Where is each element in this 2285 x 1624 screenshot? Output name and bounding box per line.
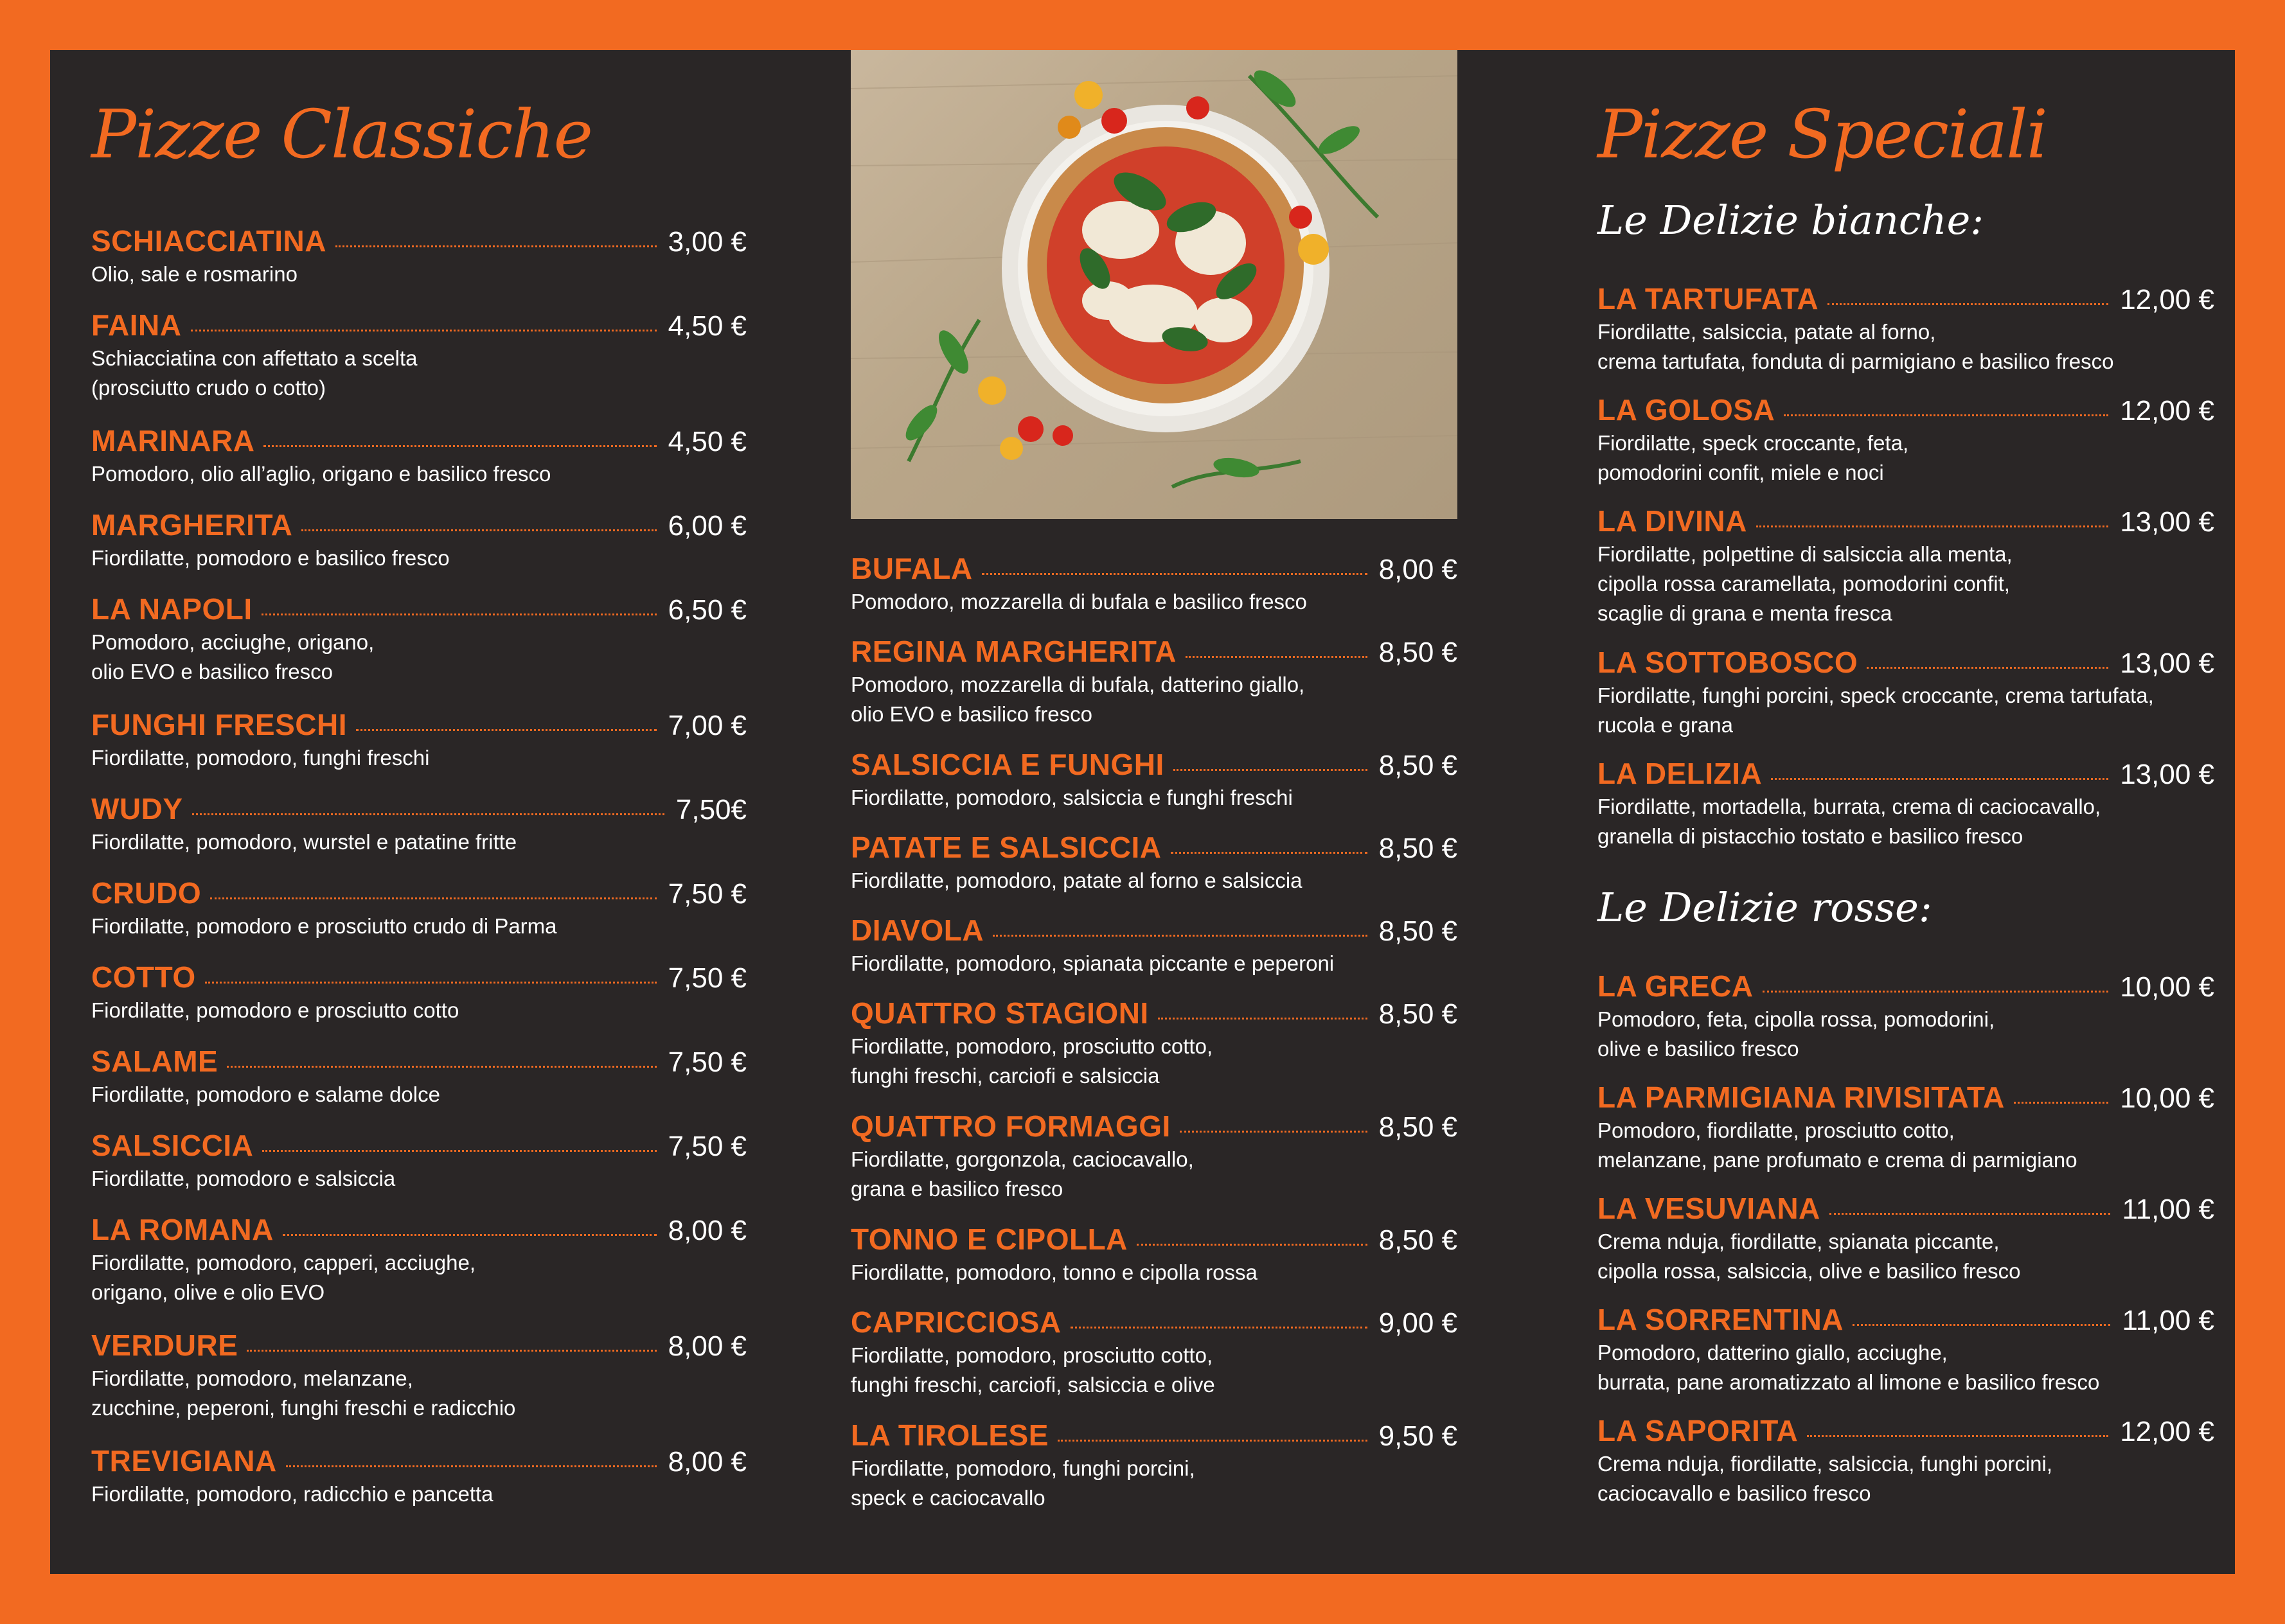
menu-item-row bbox=[91, 1128, 747, 1163]
item-description-line: Fiordilatte, funghi porcini, speck croccante, crema tartufata, bbox=[1597, 684, 2154, 707]
item-description-line: zucchine, peperoni, funghi freschi e radicchio bbox=[91, 1396, 516, 1420]
item-price: 8,50 € bbox=[1378, 750, 1457, 781]
menu-item bbox=[851, 747, 1457, 813]
menu-item bbox=[91, 1044, 747, 1109]
menu-item bbox=[1597, 393, 2214, 488]
item-description-line: Fiordilatte, pomodoro, salsiccia e funghi freschi bbox=[851, 786, 1293, 809]
menu-item-row bbox=[91, 960, 747, 994]
item-description-line: Schiacciatina con affettato a scelta bbox=[91, 346, 418, 370]
menu-item-row bbox=[91, 592, 747, 626]
item-description-line: Pomodoro, fiordilatte, prosciutto cotto, bbox=[1597, 1118, 1955, 1142]
item-description bbox=[91, 996, 670, 1025]
item-name: LA SOTTOBOSCO bbox=[1597, 646, 1858, 679]
item-price: 8,00 € bbox=[668, 1215, 747, 1246]
item-description-line: Fiordilatte, mortadella, burrata, crema di caciocavallo, bbox=[1597, 795, 2101, 818]
item-description bbox=[91, 1164, 670, 1194]
item-description bbox=[91, 912, 670, 941]
item-description bbox=[91, 260, 670, 289]
dot-leader bbox=[1807, 1435, 2108, 1437]
item-description bbox=[1597, 1449, 2176, 1508]
item-description bbox=[1597, 681, 2176, 740]
menu-item bbox=[1597, 281, 2214, 376]
item-description-line: Fiordilatte, pomodoro e prosciutto cotto bbox=[91, 998, 459, 1022]
dot-leader bbox=[1171, 852, 1367, 854]
item-description-line: Crema nduja, fiordilatte, spianata piccante, bbox=[1597, 1230, 2000, 1253]
dot-leader bbox=[1186, 656, 1367, 658]
menu-item-row bbox=[91, 876, 747, 910]
menu-item-row bbox=[91, 1328, 747, 1363]
item-description bbox=[851, 1454, 1429, 1513]
item-price: 8,50 € bbox=[1378, 833, 1457, 864]
dot-leader bbox=[1180, 1131, 1367, 1133]
item-description-line: Fiordilatte, pomodoro e prosciutto crudo di Parma bbox=[91, 914, 557, 938]
menu-item-row bbox=[851, 1418, 1457, 1452]
menu-item-row bbox=[1597, 645, 2214, 680]
menu-item bbox=[1597, 1080, 2214, 1175]
dot-leader bbox=[205, 982, 657, 984]
item-price: 8,50 € bbox=[1378, 1111, 1457, 1143]
item-name: CAPRICCIOSA bbox=[851, 1305, 1062, 1339]
menu-item bbox=[91, 876, 747, 941]
item-description-line: cipolla rossa caramellata, pomodorini confit, bbox=[1597, 572, 2010, 596]
item-name: LA PARMIGIANA RIVISITATA bbox=[1597, 1081, 2005, 1114]
item-description bbox=[851, 587, 1429, 617]
dot-leader bbox=[1137, 1244, 1367, 1246]
item-price: 7,50 € bbox=[668, 1131, 747, 1162]
dot-leader bbox=[1158, 1018, 1367, 1019]
item-description bbox=[91, 1080, 670, 1109]
menu-item-row bbox=[851, 747, 1457, 782]
item-name: SALSICCIA bbox=[91, 1129, 254, 1162]
dot-leader bbox=[1829, 1213, 2111, 1215]
item-name: LA GRECA bbox=[1597, 969, 1754, 1003]
menu-item-row bbox=[1597, 1413, 2214, 1448]
menu-item bbox=[1597, 1413, 2214, 1508]
subhead-bianche: Le Delizie bianche: bbox=[1597, 197, 1984, 243]
item-description-line: Fiordilatte, pomodoro e basilico fresco bbox=[91, 546, 450, 570]
item-description bbox=[851, 949, 1429, 978]
menu-item bbox=[91, 1328, 747, 1423]
dot-leader bbox=[192, 813, 664, 815]
item-description-line: melanzane, pane profumato e crema di parmigiano bbox=[1597, 1148, 2077, 1172]
menu-item-row bbox=[851, 913, 1457, 948]
item-description bbox=[91, 1364, 670, 1423]
menu-item bbox=[91, 1443, 747, 1509]
item-description bbox=[91, 1479, 670, 1509]
menu-item bbox=[1597, 756, 2214, 851]
item-name: WUDY bbox=[91, 792, 183, 825]
item-name: FAINA bbox=[91, 308, 182, 342]
menu-item-row bbox=[1597, 1302, 2214, 1337]
dot-leader bbox=[227, 1066, 656, 1068]
menu-panel bbox=[50, 50, 2235, 1574]
menu-item bbox=[851, 1305, 1457, 1400]
dot-leader bbox=[982, 573, 1367, 575]
item-price: 13,00 € bbox=[2120, 759, 2214, 790]
item-price: 12,00 € bbox=[2120, 1416, 2214, 1447]
menu-item bbox=[91, 308, 747, 403]
menu-item-row bbox=[91, 707, 747, 742]
item-description bbox=[851, 1258, 1429, 1287]
dot-leader bbox=[1827, 303, 2108, 305]
item-description-line: olive e basilico fresco bbox=[1597, 1037, 1799, 1061]
item-description-line: (prosciutto crudo o cotto) bbox=[91, 376, 326, 400]
item-description-line: Fiordilatte, gorgonzola, caciocavallo, bbox=[851, 1147, 1194, 1171]
dot-leader bbox=[191, 330, 657, 331]
item-description-line: Fiordilatte, polpettine di salsiccia alla menta, bbox=[1597, 542, 2013, 566]
item-name: BUFALA bbox=[851, 552, 973, 585]
item-description-line: Fiordilatte, pomodoro, prosciutto cotto, bbox=[851, 1034, 1213, 1058]
menu-item bbox=[851, 551, 1457, 617]
item-description bbox=[851, 866, 1429, 896]
menu-item bbox=[1597, 504, 2214, 628]
item-price: 8,00 € bbox=[668, 1446, 747, 1478]
menu-item-row bbox=[851, 634, 1457, 669]
dot-leader bbox=[1867, 667, 2108, 669]
menu-item bbox=[851, 913, 1457, 978]
subhead-rosse: Le Delizie rosse: bbox=[1597, 884, 1932, 931]
menu-item-row bbox=[91, 791, 747, 826]
item-name: MARINARA bbox=[91, 424, 255, 457]
item-price: 13,00 € bbox=[2120, 648, 2214, 679]
menu-item-row bbox=[1597, 1080, 2214, 1115]
item-price: 10,00 € bbox=[2120, 1082, 2214, 1114]
dot-leader bbox=[1756, 525, 2108, 527]
item-price: 7,50 € bbox=[668, 962, 747, 994]
menu-item-row bbox=[851, 1222, 1457, 1257]
menu-item bbox=[851, 1222, 1457, 1287]
dot-leader bbox=[283, 1234, 657, 1236]
section-title-classiche: Pizze Classiche bbox=[91, 95, 592, 173]
pizza-photo bbox=[851, 50, 1457, 519]
item-description-line: grana e basilico fresco bbox=[851, 1177, 1063, 1201]
item-price: 12,00 € bbox=[2120, 284, 2214, 315]
item-description-line: Pomodoro, mozzarella di bufala, datterino giallo, bbox=[851, 673, 1305, 696]
menu-item-row bbox=[91, 423, 747, 458]
item-name: QUATTRO STAGIONI bbox=[851, 996, 1149, 1030]
dot-leader bbox=[1763, 991, 2109, 993]
item-description-line: Fiordilatte, pomodoro, funghi porcini, bbox=[851, 1456, 1195, 1480]
dot-leader bbox=[993, 935, 1367, 937]
item-name: LA DELIZIA bbox=[1597, 757, 1763, 790]
item-price: 6,50 € bbox=[668, 594, 747, 626]
item-price: 8,00 € bbox=[1378, 554, 1457, 585]
item-name: COTTO bbox=[91, 960, 196, 994]
item-price: 7,50€ bbox=[675, 794, 747, 825]
item-description bbox=[91, 628, 670, 687]
item-name: LA TARTUFATA bbox=[1597, 282, 1819, 315]
item-description-line: granella di pistacchio tostato e basilico fresco bbox=[1597, 824, 2023, 848]
dot-leader bbox=[1173, 769, 1367, 771]
item-description bbox=[1597, 1116, 2176, 1175]
item-name: LA GOLOSA bbox=[1597, 393, 1775, 427]
item-price: 10,00 € bbox=[2120, 971, 2214, 1003]
item-price: 13,00 € bbox=[2120, 506, 2214, 538]
item-description-line: Fiordilatte, pomodoro, melanzane, bbox=[91, 1366, 413, 1390]
item-price: 8,50 € bbox=[1378, 915, 1457, 947]
item-description bbox=[1597, 317, 2176, 376]
item-price: 7,00 € bbox=[668, 710, 747, 741]
item-description-line: funghi freschi, carciofi, salsiccia e olive bbox=[851, 1373, 1215, 1397]
dot-leader bbox=[2014, 1102, 2108, 1104]
item-name: TREVIGIANA bbox=[91, 1444, 277, 1478]
item-description-line: scaglie di grana e menta fresca bbox=[1597, 601, 1892, 625]
item-price: 11,00 € bbox=[2122, 1194, 2214, 1225]
item-description-line: Pomodoro, feta, cipolla rossa, pomodorini, bbox=[1597, 1007, 1995, 1031]
menu-item-row bbox=[851, 1109, 1457, 1143]
item-name: SALSICCIA E FUNGHI bbox=[851, 748, 1164, 781]
menu-item bbox=[851, 830, 1457, 896]
dot-leader bbox=[263, 445, 656, 447]
item-name: CRUDO bbox=[91, 876, 202, 910]
item-description-line: Crema nduja, fiordilatte, salsiccia, funghi porcini, bbox=[1597, 1452, 2053, 1476]
item-name: TONNO E CIPOLLA bbox=[851, 1222, 1128, 1256]
dot-leader bbox=[301, 529, 656, 531]
item-description bbox=[91, 459, 670, 489]
menu-item-row bbox=[1597, 393, 2214, 427]
dot-leader bbox=[335, 245, 657, 247]
item-price: 9,00 € bbox=[1378, 1307, 1457, 1339]
item-price: 8,50 € bbox=[1378, 637, 1457, 668]
item-description-line: Fiordilatte, pomodoro e salame dolce bbox=[91, 1082, 440, 1106]
item-description bbox=[1597, 1005, 2176, 1064]
item-price: 12,00 € bbox=[2120, 395, 2214, 427]
item-description-line: olio EVO e basilico fresco bbox=[91, 660, 333, 684]
item-description bbox=[1597, 792, 2176, 851]
item-description bbox=[851, 1341, 1429, 1400]
item-name: LA SAPORITA bbox=[1597, 1414, 1799, 1447]
item-description-line: Fiordilatte, pomodoro, patate al forno e salsiccia bbox=[851, 869, 1303, 892]
item-price: 8,50 € bbox=[1378, 998, 1457, 1030]
menu-item-row bbox=[1597, 1191, 2214, 1226]
item-name: LA TIROLESE bbox=[851, 1418, 1049, 1452]
item-name: SALAME bbox=[91, 1045, 218, 1078]
item-price: 7,50 € bbox=[668, 1046, 747, 1078]
item-name: LA ROMANA bbox=[91, 1213, 274, 1246]
menu-item bbox=[1597, 645, 2214, 740]
menu-item-row bbox=[1597, 281, 2214, 316]
item-price: 3,00 € bbox=[668, 226, 747, 258]
item-name: REGINA MARGHERITA bbox=[851, 635, 1177, 668]
item-price: 4,50 € bbox=[668, 426, 747, 457]
menu-item bbox=[91, 508, 747, 573]
item-description bbox=[1597, 428, 2176, 488]
dot-leader bbox=[247, 1350, 656, 1352]
item-name: SCHIACCIATINA bbox=[91, 224, 326, 258]
dot-leader bbox=[286, 1465, 657, 1467]
dot-leader bbox=[262, 1150, 656, 1152]
menu-item bbox=[91, 592, 747, 687]
item-description bbox=[851, 783, 1429, 813]
item-name: QUATTRO FORMAGGI bbox=[851, 1109, 1171, 1143]
item-price: 9,50 € bbox=[1378, 1420, 1457, 1452]
item-description bbox=[1597, 1338, 2176, 1397]
item-description bbox=[851, 1145, 1429, 1204]
item-description-line: Fiordilatte, pomodoro, capperi, acciughe, bbox=[91, 1251, 476, 1275]
section-title-speciali: Pizze Speciali bbox=[1597, 95, 2047, 173]
item-name: MARGHERITA bbox=[91, 508, 293, 542]
item-description-line: rucola e grana bbox=[1597, 713, 1733, 737]
item-description-line: speck e caciocavallo bbox=[851, 1486, 1045, 1510]
item-name: DIAVOLA bbox=[851, 914, 984, 947]
menu-item-row bbox=[1597, 504, 2214, 538]
item-description bbox=[851, 670, 1429, 729]
item-name: LA VESUVIANA bbox=[1597, 1192, 1820, 1225]
item-description-line: olio EVO e basilico fresco bbox=[851, 702, 1093, 726]
item-description-line: Pomodoro, datterino giallo, acciughe, bbox=[1597, 1341, 1948, 1364]
item-description-line: Fiordilatte, pomodoro, tonno e cipolla rossa bbox=[851, 1260, 1258, 1284]
item-name: LA SORRENTINA bbox=[1597, 1303, 1844, 1336]
menu-item bbox=[851, 1109, 1457, 1204]
item-description bbox=[91, 543, 670, 573]
item-description-line: Pomodoro, mozzarella di bufala e basilico fresco bbox=[851, 590, 1307, 613]
item-description-line: origano, olive e olio EVO bbox=[91, 1280, 325, 1304]
item-price: 4,50 € bbox=[668, 310, 747, 342]
menu-item-row bbox=[851, 1305, 1457, 1339]
item-description-line: caciocavallo e basilico fresco bbox=[1597, 1481, 1871, 1505]
menu-item-row bbox=[91, 1212, 747, 1247]
menu-item-row bbox=[851, 996, 1457, 1030]
item-description-line: crema tartufata, fonduta di parmigiano e basilico fresco bbox=[1597, 349, 2114, 373]
menu-item bbox=[1597, 1191, 2214, 1286]
item-description-line: Fiordilatte, pomodoro, funghi freschi bbox=[91, 746, 430, 770]
item-description-line: funghi freschi, carciofi e salsiccia bbox=[851, 1064, 1160, 1088]
item-description bbox=[91, 827, 670, 857]
menu-item bbox=[1597, 969, 2214, 1064]
menu-item bbox=[91, 707, 747, 773]
item-description bbox=[91, 1248, 670, 1307]
item-price: 8,00 € bbox=[668, 1330, 747, 1362]
menu-item-row bbox=[1597, 969, 2214, 1003]
item-description-line: cipolla rossa, salsiccia, olive e basilico fresco bbox=[1597, 1259, 2021, 1283]
menu-item bbox=[851, 1418, 1457, 1513]
dot-leader bbox=[262, 613, 657, 615]
menu-item bbox=[851, 634, 1457, 729]
menu-item-row bbox=[91, 1044, 747, 1079]
menu-item bbox=[91, 423, 747, 489]
item-description bbox=[91, 743, 670, 773]
item-name: LA NAPOLI bbox=[91, 592, 253, 626]
item-price: 8,50 € bbox=[1378, 1224, 1457, 1256]
item-description-line: Fiordilatte, pomodoro, wurstel e patatine fritte bbox=[91, 830, 517, 854]
menu-item bbox=[91, 1212, 747, 1307]
item-price: 6,00 € bbox=[668, 510, 747, 542]
item-description-line: Fiordilatte, pomodoro e salsiccia bbox=[91, 1167, 396, 1190]
dot-leader bbox=[1058, 1440, 1367, 1442]
menu-item-row bbox=[91, 308, 747, 342]
item-description bbox=[1597, 540, 2176, 628]
dot-leader bbox=[1784, 414, 2108, 416]
item-description-line: Pomodoro, acciughe, origano, bbox=[91, 630, 375, 654]
menu-item bbox=[91, 1128, 747, 1194]
item-description-line: Fiordilatte, speck croccante, feta, bbox=[1597, 431, 1909, 455]
item-name: FUNGHI FRESCHI bbox=[91, 708, 347, 741]
item-name: PATATE E SALSICCIA bbox=[851, 831, 1162, 864]
menu-item-row bbox=[91, 224, 747, 258]
dot-leader bbox=[1771, 778, 2108, 780]
menu-item bbox=[851, 996, 1457, 1091]
menu-item-row bbox=[851, 551, 1457, 586]
menu-item bbox=[1597, 1302, 2214, 1397]
menu-item-row bbox=[851, 830, 1457, 865]
item-price: 11,00 € bbox=[2122, 1305, 2214, 1336]
menu-item-row bbox=[91, 1443, 747, 1478]
item-price: 7,50 € bbox=[668, 878, 747, 910]
item-description-line: Fiordilatte, salsiccia, patate al forno, bbox=[1597, 320, 1936, 344]
dot-leader bbox=[210, 897, 656, 899]
item-description-line: Pomodoro, olio all’aglio, origano e basilico fresco bbox=[91, 462, 551, 486]
dot-leader bbox=[1853, 1324, 2110, 1326]
item-description bbox=[851, 1032, 1429, 1091]
item-description bbox=[1597, 1227, 2176, 1286]
item-description-line: Olio, sale e rosmarino bbox=[91, 262, 298, 286]
item-description-line: burrata, pane aromatizzato al limone e basilico fresco bbox=[1597, 1370, 2100, 1394]
item-name: LA DIVINA bbox=[1597, 504, 1747, 538]
item-description bbox=[91, 344, 670, 403]
menu-item bbox=[91, 960, 747, 1025]
dot-leader bbox=[356, 729, 657, 731]
dot-leader bbox=[1071, 1327, 1367, 1328]
item-description-line: Fiordilatte, pomodoro, spianata piccante e peperoni bbox=[851, 951, 1335, 975]
item-name: VERDURE bbox=[91, 1328, 238, 1362]
item-description-line: pomodorini confit, miele e noci bbox=[1597, 461, 1884, 484]
menu-item-row bbox=[1597, 756, 2214, 791]
menu-item bbox=[91, 791, 747, 857]
item-description-line: Fiordilatte, pomodoro, prosciutto cotto, bbox=[851, 1343, 1213, 1367]
menu-item-row bbox=[91, 508, 747, 542]
item-description-line: Fiordilatte, pomodoro, radicchio e pancetta bbox=[91, 1482, 493, 1506]
menu-item bbox=[91, 224, 747, 289]
